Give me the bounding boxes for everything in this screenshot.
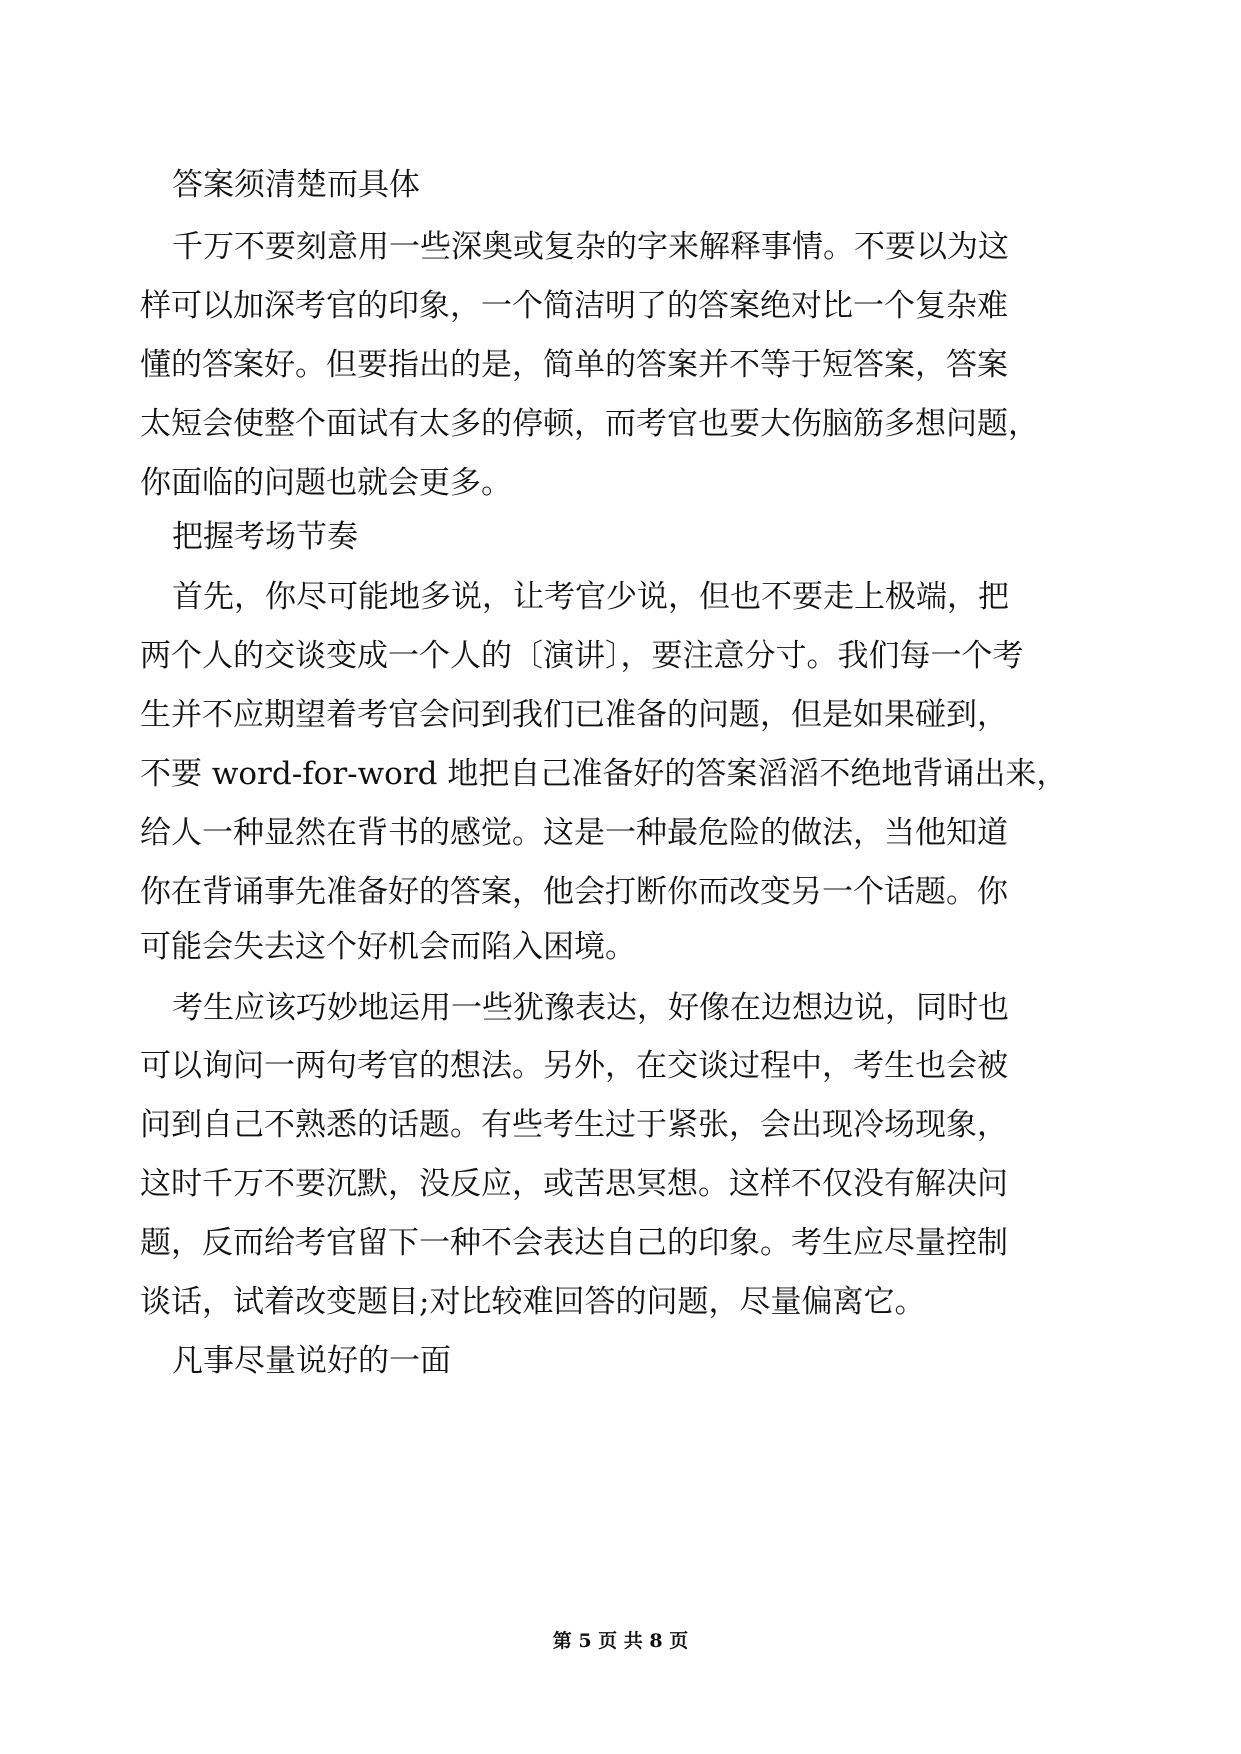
paragraph-line: 两个人的交谈变成一个人的〔演讲〕，要注意分寸。我们每一个考 bbox=[140, 638, 1024, 674]
paragraph-line: 千万不要刻意用一些深奥或复杂的字来解释事情。不要以为这 bbox=[172, 229, 1009, 265]
heading-exam-rhythm: 把握考场节奏 bbox=[172, 519, 358, 555]
paragraph-line: 太短会使整个面试有太多的停顿，而考官也要大伤脑筋多想问题， bbox=[140, 406, 1039, 442]
paragraph-line: 可能会失去这个好机会而陷入困境。 bbox=[140, 929, 636, 965]
paragraph-line: 这时千万不要沉默，没反应，或苦思冥想。这样不仅没有解决问 bbox=[140, 1166, 1008, 1202]
paragraph-line: 懂的答案好。但要指出的是，简单的答案并不等于短答案，答案 bbox=[140, 347, 1008, 383]
paragraph-line: 不要 word-for-word 地把自己准备好的答案滔滔不绝地背诵出来， bbox=[140, 756, 1068, 792]
paragraph-line: 生并不应期望着考官会问到我们已准备的问题，但是如果碰到， bbox=[140, 697, 1008, 733]
paragraph-line: 首先，你尽可能地多说，让考官少说，但也不要走上极端，把 bbox=[172, 579, 1009, 615]
paragraph-line: 给人一种显然在背书的感觉。这是一种最危险的做法，当他知道 bbox=[140, 815, 1008, 851]
paragraph-line: 谈话，试着改变题目;对比较难回答的问题，尽量偏离它。 bbox=[140, 1284, 926, 1320]
paragraph-line: 你在背诵事先准备好的答案，他会打断你而改变另一个话题。你 bbox=[140, 874, 1008, 910]
paragraph-line: 考生应该巧妙地运用一些犹豫表达，好像在边想边说，同时也 bbox=[172, 990, 1009, 1026]
heading-positive-side: 凡事尽量说好的一面 bbox=[172, 1343, 451, 1379]
heading-answer-clear: 答案须清楚而具体 bbox=[172, 167, 420, 203]
page-footer: 第 5 页 共 8 页 bbox=[552, 1630, 689, 1652]
paragraph-line: 样可以加深考官的印象，一个简洁明了的答案绝对比一个复杂难 bbox=[140, 288, 1008, 324]
paragraph-line: 你面临的问题也就会更多。 bbox=[140, 465, 512, 501]
paragraph-line: 可以询问一两句考官的想法。另外，在交谈过程中，考生也会被 bbox=[140, 1048, 1008, 1084]
paragraph-line: 题，反而给考官留下一种不会表达自己的印象。考生应尽量控制 bbox=[140, 1225, 1008, 1261]
paragraph-line: 问到自己不熟悉的话题。有些考生过于紧张，会出现冷场现象， bbox=[140, 1107, 1008, 1143]
